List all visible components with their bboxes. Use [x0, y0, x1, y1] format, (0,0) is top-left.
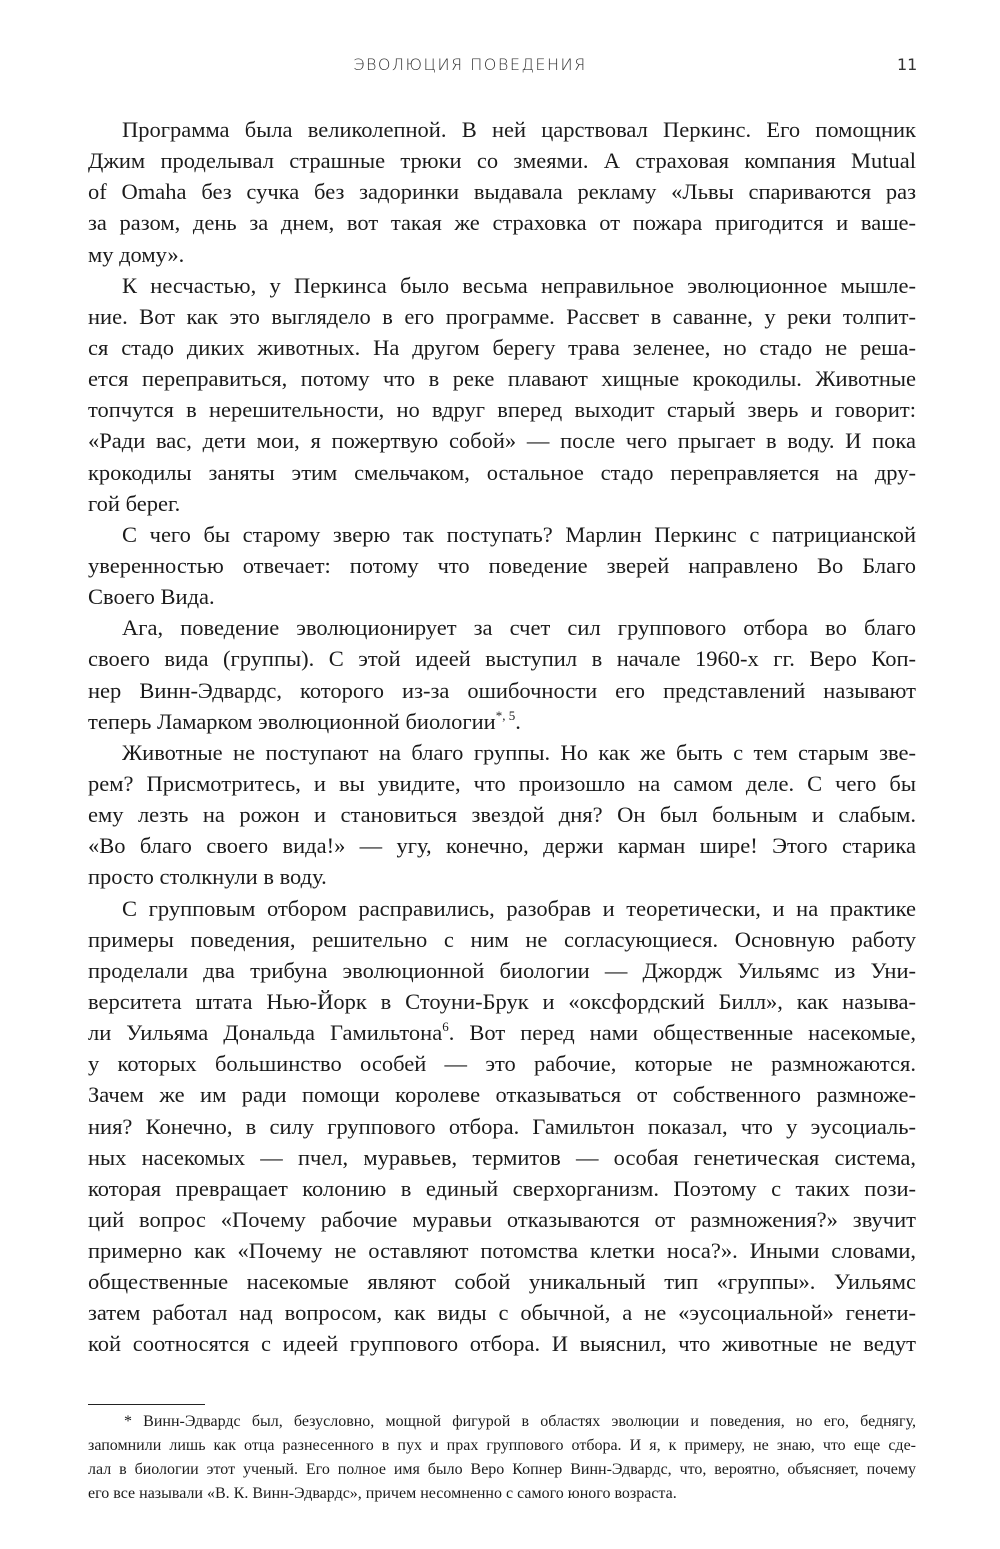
text-segment: . [515, 708, 521, 734]
text-line [88, 924, 916, 955]
text-segment: просто столкнули в воду. [88, 864, 327, 890]
text-segment: ций вопрос «Почему рабочие муравьи отказываются от размножения?» звучит [88, 1206, 916, 1232]
text-segment: Зачем же им ради помощи королеве отказываться от собственного размноже- [88, 1082, 916, 1108]
text-segment: Своего Вида. [88, 584, 215, 610]
text-line [88, 394, 916, 425]
text-line [88, 239, 916, 270]
text-segment: нер Винн-Эдвардс, которого из-за ошибочности его представлений называют [88, 677, 916, 703]
text-line [88, 675, 916, 706]
text-segment: ли Уильяма Дональда Гамильтона [88, 1020, 443, 1046]
footnote-reference: 6 [442, 1019, 449, 1035]
text-segment: Ага, поведение эволюционирует за счет сил группового отбора во благо [122, 615, 916, 641]
text-segment: проделали два трибуна эволюционной биологии — Джордж Уильямс из Уни- [88, 957, 916, 983]
text-segment: of Omaha без сучка без задоринки выдавала рекламу «Львы спариваются раз [88, 179, 916, 205]
text-line [88, 425, 916, 456]
paragraph [88, 270, 916, 519]
paragraph [88, 737, 916, 893]
text-line [88, 550, 916, 581]
text-line [88, 207, 916, 238]
text-line [88, 893, 916, 924]
text-line [88, 1266, 916, 1297]
text-segment: примеры поведения, решительно с ним не согласующиеся. Основную работу [88, 926, 916, 952]
text-segment: «Ради вас, дети мои, я пожертвую собой» — после чего прыгает в воду. И пока [88, 428, 916, 454]
text-line [88, 457, 916, 488]
text-line [88, 612, 916, 643]
text-segment: К несчастью, у Перкинса было весьма неправильное эволюционное мышле- [122, 272, 916, 298]
footnote [88, 1410, 916, 1506]
text-line [88, 332, 916, 363]
text-segment: теперь Ламарком эволюционной биологии [88, 708, 496, 734]
paragraph [88, 519, 916, 612]
page-number: 11 [897, 55, 918, 74]
running-head: ЭВОЛЮЦИЯ ПОВЕДЕНИЯ [353, 55, 587, 74]
text-segment: ся стадо диких животных. На другом берегу трава зеленее, но стадо не реша- [88, 334, 916, 360]
text-segment: крокодилы заняты этим смельчаком, остальное стадо переправляется на дру- [88, 459, 916, 485]
text-line [88, 488, 916, 519]
text-segment: . Вот перед нами общественные насекомые, [448, 1020, 916, 1046]
text-segment: Программа была великолепной. В ней царствовал Перкинс. Его помощник [122, 117, 916, 142]
text-segment: гой берег. [88, 490, 181, 516]
text-line [88, 270, 916, 301]
text-line [88, 363, 916, 394]
text-line [88, 768, 916, 799]
text-segment: за разом, день за днем, вот такая же страховка от пожара пригодится и ваше- [88, 210, 916, 236]
text-line [88, 737, 916, 768]
text-line [88, 176, 916, 207]
text-segment: затем работал над вопросом, как виды с обычной, а не «эусоциальной» генети- [88, 1300, 916, 1326]
text-segment: му дому». [88, 241, 185, 267]
text-segment: уверенностью отвечает: потому что поведение зверей направлено Во Благо [88, 552, 916, 578]
text-segment: ния? Конечно, в силу группового отбора. Гамильтон показал, что у эусоциаль- [88, 1113, 916, 1139]
paragraph [88, 893, 916, 1360]
footnote-line: запомнили лишь как отца разнесенного в пух и прах группового отбора. И я, к примеру, не знаю, что еще сде- [88, 1437, 916, 1454]
text-line [88, 799, 916, 830]
text-line [88, 1297, 916, 1328]
text-line [88, 1142, 916, 1173]
paragraph [88, 114, 916, 270]
footnote-reference: *, 5 [495, 707, 516, 723]
text-segment: ется переправиться, потому что в реке плавают хищные крокодилы. Животные [88, 366, 916, 392]
text-segment: ных насекомых — пчел, муравьев, термитов — особая генетическая система, [88, 1144, 916, 1170]
footnote-line: * Винн-Эдвардс был, безусловно, мощной фигурой в областях эволюции и поведения, но его, беднягу, [124, 1413, 916, 1430]
text-line [88, 643, 916, 674]
text-line [88, 114, 916, 145]
text-line [88, 986, 916, 1017]
text-segment: рем? Присмотритесь, и вы увидите, что произошло на самом деле. С чего бы [88, 770, 916, 796]
text-segment: Животные не поступают на благо группы. Но как же быть с тем старым зве- [122, 739, 916, 765]
text-segment: общественные насекомые являют собой уникальный тип «группы». Уильямс [88, 1269, 916, 1295]
text-segment: «Во благо своего вида!» — угу, конечно, держи карман шире! Этого старика [88, 833, 916, 859]
footnote-separator [88, 1404, 205, 1405]
text-line [88, 581, 916, 612]
text-line [88, 145, 916, 176]
text-line [88, 861, 916, 892]
text-segment: которая превращает колонию в единый сверхорганизм. Поэтому с таких пози- [88, 1175, 916, 1201]
text-line [88, 301, 916, 332]
text-segment: у которых большинство особей — это рабочие, которые не размножаются. [88, 1051, 916, 1077]
text-segment: С групповым отбором расправились, разобрав и теоретически, и на практике [122, 895, 916, 921]
text-line [88, 1328, 916, 1359]
text-line [88, 1048, 916, 1079]
text-line [88, 955, 916, 986]
text-line [88, 519, 916, 550]
text-line [88, 706, 916, 737]
text-segment: кой соотносятся с идеей группового отбора. И выяснил, что животные не ведут [88, 1331, 916, 1357]
text-line [88, 1079, 916, 1110]
text-line [88, 1173, 916, 1204]
text-segment: ние. Вот как это выглядело в его программе. Рассвет в саванне, у реки толпит- [88, 303, 916, 329]
footnote-line: его все называли «В. К. Винн-Эдвардс», причем несомненно с самого юного возраста. [88, 1485, 677, 1502]
text-segment: верситета штата Нью-Йорк в Стоуни-Брук и «оксфордский Билл», как называ- [88, 988, 916, 1014]
text-segment: Джим проделывал страшные трюки со змеями. А страховая компания Mutual [88, 148, 916, 174]
text-segment: своего вида (группы). С этой идеей выступил в начале 1960-х гг. Веро Коп- [88, 646, 916, 672]
text-segment: топчутся в нерешительности, но вдруг вперед выходит старый зверь и говорит: [88, 397, 916, 423]
text-segment: примерно как «Почему не оставляют потомства клетки носа?». Иными словами, [88, 1238, 916, 1264]
body-text [88, 114, 916, 1360]
text-line [88, 1235, 916, 1266]
text-line [88, 1017, 916, 1048]
text-segment: ему лезть на рожон и становиться звездой дня? Он был больным и слабым. [88, 802, 916, 828]
text-line [88, 830, 916, 861]
text-line [88, 1204, 916, 1235]
paragraph [88, 612, 916, 737]
text-line [88, 1111, 916, 1142]
text-segment: С чего бы старому зверю так поступать? Марлин Перкинс с патрицианской [122, 521, 916, 547]
footnote-line: лал в биологии этот ученый. Его полное имя было Веро Копнер Винн-Эдвардс, что, вероятно, объясняет, почему [88, 1461, 916, 1478]
